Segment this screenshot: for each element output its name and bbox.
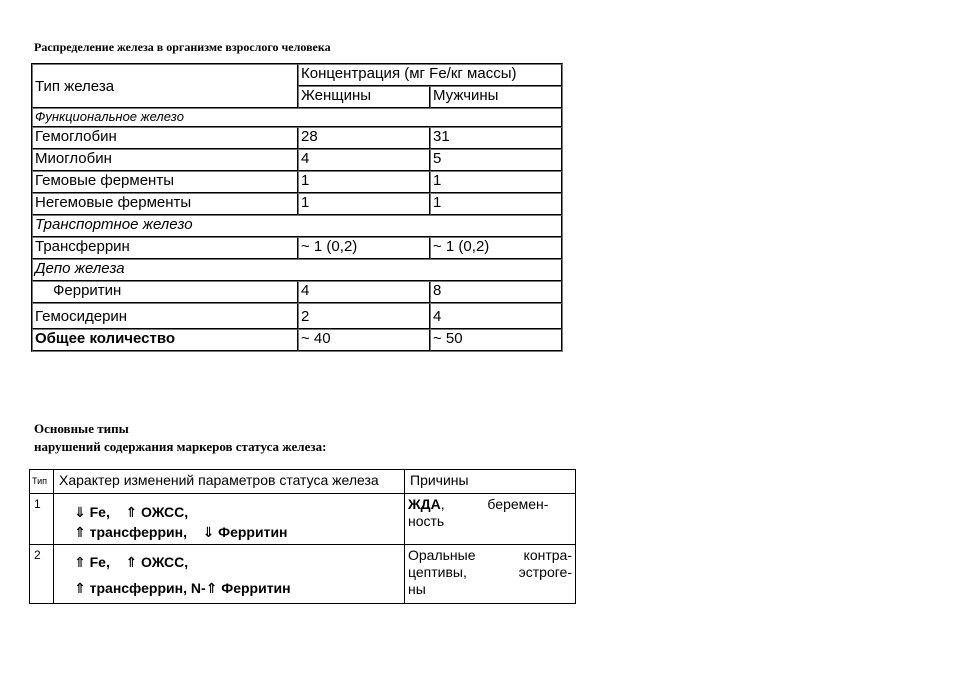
header-men: Мужчины bbox=[430, 86, 562, 108]
section-depot: Депо железа bbox=[32, 259, 562, 281]
table-row bbox=[32, 171, 562, 193]
row-women: ~ 1 (0,2) bbox=[298, 237, 430, 259]
row-name: Гемосидерин bbox=[32, 303, 298, 329]
changes-line1: ⇑ Fe, ⇑ ОЖСС, bbox=[74, 554, 189, 570]
section-functional: Функциональное железо bbox=[32, 108, 562, 127]
row-name: Негемовые ферменты bbox=[32, 193, 298, 215]
total-men: ~ 50 bbox=[430, 329, 562, 351]
table-row bbox=[32, 303, 562, 329]
row-name: Гемовые ферменты bbox=[32, 171, 298, 193]
header-type: Тип bbox=[30, 470, 54, 494]
table2-title-line2: нарушений содержания маркеров статуса железа: bbox=[34, 439, 327, 454]
row-changes bbox=[54, 494, 405, 545]
row-men: 5 bbox=[430, 149, 562, 171]
section-transport: Транспортное железо bbox=[32, 215, 562, 237]
table-row bbox=[32, 193, 562, 215]
row-women: 1 bbox=[298, 171, 430, 193]
row-causes bbox=[405, 494, 576, 545]
table-row bbox=[32, 237, 562, 259]
row-causes bbox=[405, 545, 576, 604]
row-women: 2 bbox=[298, 303, 430, 329]
header-causes: Причины bbox=[405, 470, 576, 494]
row-men: 4 bbox=[430, 303, 562, 329]
header-women: Женщины bbox=[298, 86, 430, 108]
table2-header bbox=[30, 470, 576, 494]
total-row bbox=[32, 329, 562, 351]
row-name: Ферритин bbox=[32, 281, 298, 303]
row-men: ~ 1 (0,2) bbox=[430, 237, 562, 259]
row-women: 4 bbox=[298, 281, 430, 303]
table-row bbox=[32, 149, 562, 171]
header-concentration: Концентрация (мг Fe/кг массы) bbox=[298, 64, 562, 86]
total-women: ~ 40 bbox=[298, 329, 430, 351]
row-name: Гемоглобин bbox=[32, 127, 298, 149]
changes-line1: ⇓ Fe, ⇑ ОЖСС, bbox=[74, 504, 189, 520]
cause-ida: ЖДА bbox=[408, 496, 441, 512]
table-row bbox=[30, 545, 576, 604]
row-women: 1 bbox=[298, 193, 430, 215]
cause-text: Оральные контра- bbox=[408, 547, 572, 563]
row-men: 8 bbox=[430, 281, 562, 303]
row-men: 1 bbox=[430, 193, 562, 215]
row-changes bbox=[54, 545, 405, 604]
row-men: 1 bbox=[430, 171, 562, 193]
table1-title: Распределение железа в организме взрослого человека bbox=[34, 40, 331, 54]
cause-text: ны bbox=[408, 581, 426, 597]
table-row bbox=[32, 127, 562, 149]
header-iron-type: Тип железа bbox=[32, 64, 298, 108]
row-type: 1 bbox=[30, 494, 54, 545]
table-row bbox=[32, 281, 562, 303]
row-name: Миоглобин bbox=[32, 149, 298, 171]
row-women: 28 bbox=[298, 127, 430, 149]
iron-distribution-table bbox=[31, 63, 563, 352]
row-type: 2 bbox=[30, 545, 54, 604]
table2-title bbox=[34, 420, 326, 456]
table2-title-line1: Основные типы bbox=[34, 421, 129, 436]
row-name: Трансферрин bbox=[32, 237, 298, 259]
total-name: Общее количество bbox=[32, 329, 298, 351]
iron-status-disorders-table bbox=[29, 469, 576, 604]
cause-text: , беремен- bbox=[440, 496, 549, 512]
header-changes: Характер изменений параметров статуса железа bbox=[54, 470, 405, 494]
changes-line2: ⇑ трансферрин, N-⇑ Ферритин bbox=[74, 580, 291, 596]
cause-text: ность bbox=[408, 513, 445, 529]
table-row bbox=[30, 494, 576, 545]
changes-line2: ⇑ трансферрин, ⇓ Ферритин bbox=[74, 524, 288, 540]
row-men: 31 bbox=[430, 127, 562, 149]
row-women: 4 bbox=[298, 149, 430, 171]
cause-text: цептивы, эстроге- bbox=[408, 564, 572, 580]
